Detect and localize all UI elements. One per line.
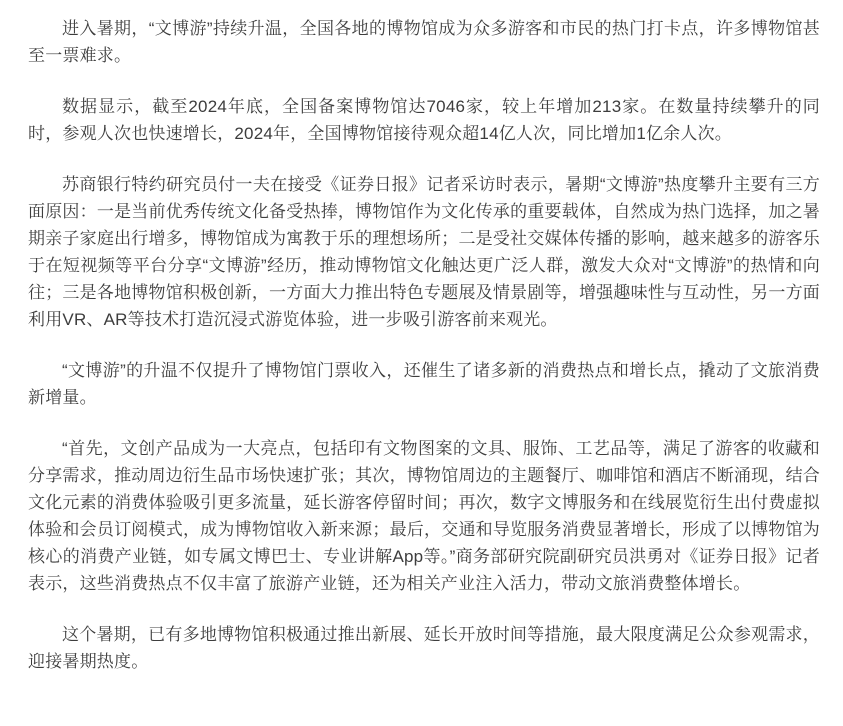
article-paragraph-intro: 进入暑期，“文博游”持续升温，全国各地的博物馆成为众多游客和市民的热门打卡点，许多博物馆甚至一票难求。 bbox=[28, 19, 820, 65]
article-paragraph-consumption-hotspots: “首先，文创产品成为一大亮点，包括印有文物图案的文具、服饰、工艺品等，满足了游客的收藏和分享需求，推动周边衍生品市场快速扩张；其次，博物馆周边的主题餐厅、咖啡馆和酒店不断涌现，结合文化元素的消费体验吸引更多流量，延长游客停留时间；再次，数字文博服务和在线展览衍生出付费虚拟体验和会员订阅模式，成为博物馆收入新来源；最后，交通和导览服务消费显著增长，形成了以博物馆为核心的消费产业链，如专属文博巴士、专业讲解App等。”商务部研究院副研究员洪勇对《证券日报》记者表示，这些消费热点不仅丰富了旅游产业链，还为相关产业注入活力，带动文旅消费整体增长。 bbox=[28, 439, 820, 593]
article-paragraph-consumption-growth: “文博游”的升温不仅提升了博物馆门票收入，还催生了诸多新的消费热点和增长点，撬动了文旅消费新增量。 bbox=[28, 361, 820, 407]
article-paragraph-expert-reasons: 苏商银行特约研究员付一夫在接受《证券日报》记者采访时表示，暑期“文博游”热度攀升主要有三方面原因：一是当前优秀传统文化备受热捧，博物馆作为文化传承的重要载体，自然成为热门选择，加之暑期亲子家庭出行增多，博物馆成为寓教于乐的理想场所；二是受社交媒体传播的影响，越来越多的游客乐于在短视频等平台分享“文博游”经历，推动博物馆文化触达更广泛人群，激发大众对“文博游”的热情和向往；三是各地博物馆积极创新，一方面大力推出特色专题展及情景剧等，增强趣味性与互动性，另一方面利用VR、AR等技术打造沉浸式游览体验，进一步吸引游客前来观光。 bbox=[28, 175, 820, 329]
article-paragraph-closing: 这个暑期，已有多地博物馆积极通过推出新展、延长开放时间等措施，最大限度满足公众参观需求，迎接暑期热度。 bbox=[28, 625, 820, 671]
article-paragraph-statistics: 数据显示，截至2024年底，全国备案博物馆达7046家，较上年增加213家。在数量持续攀升的同时，参观人次也快速增长，2024年，全国博物馆接待观众超14亿人次，同比增加1亿余人次。 bbox=[28, 97, 820, 143]
